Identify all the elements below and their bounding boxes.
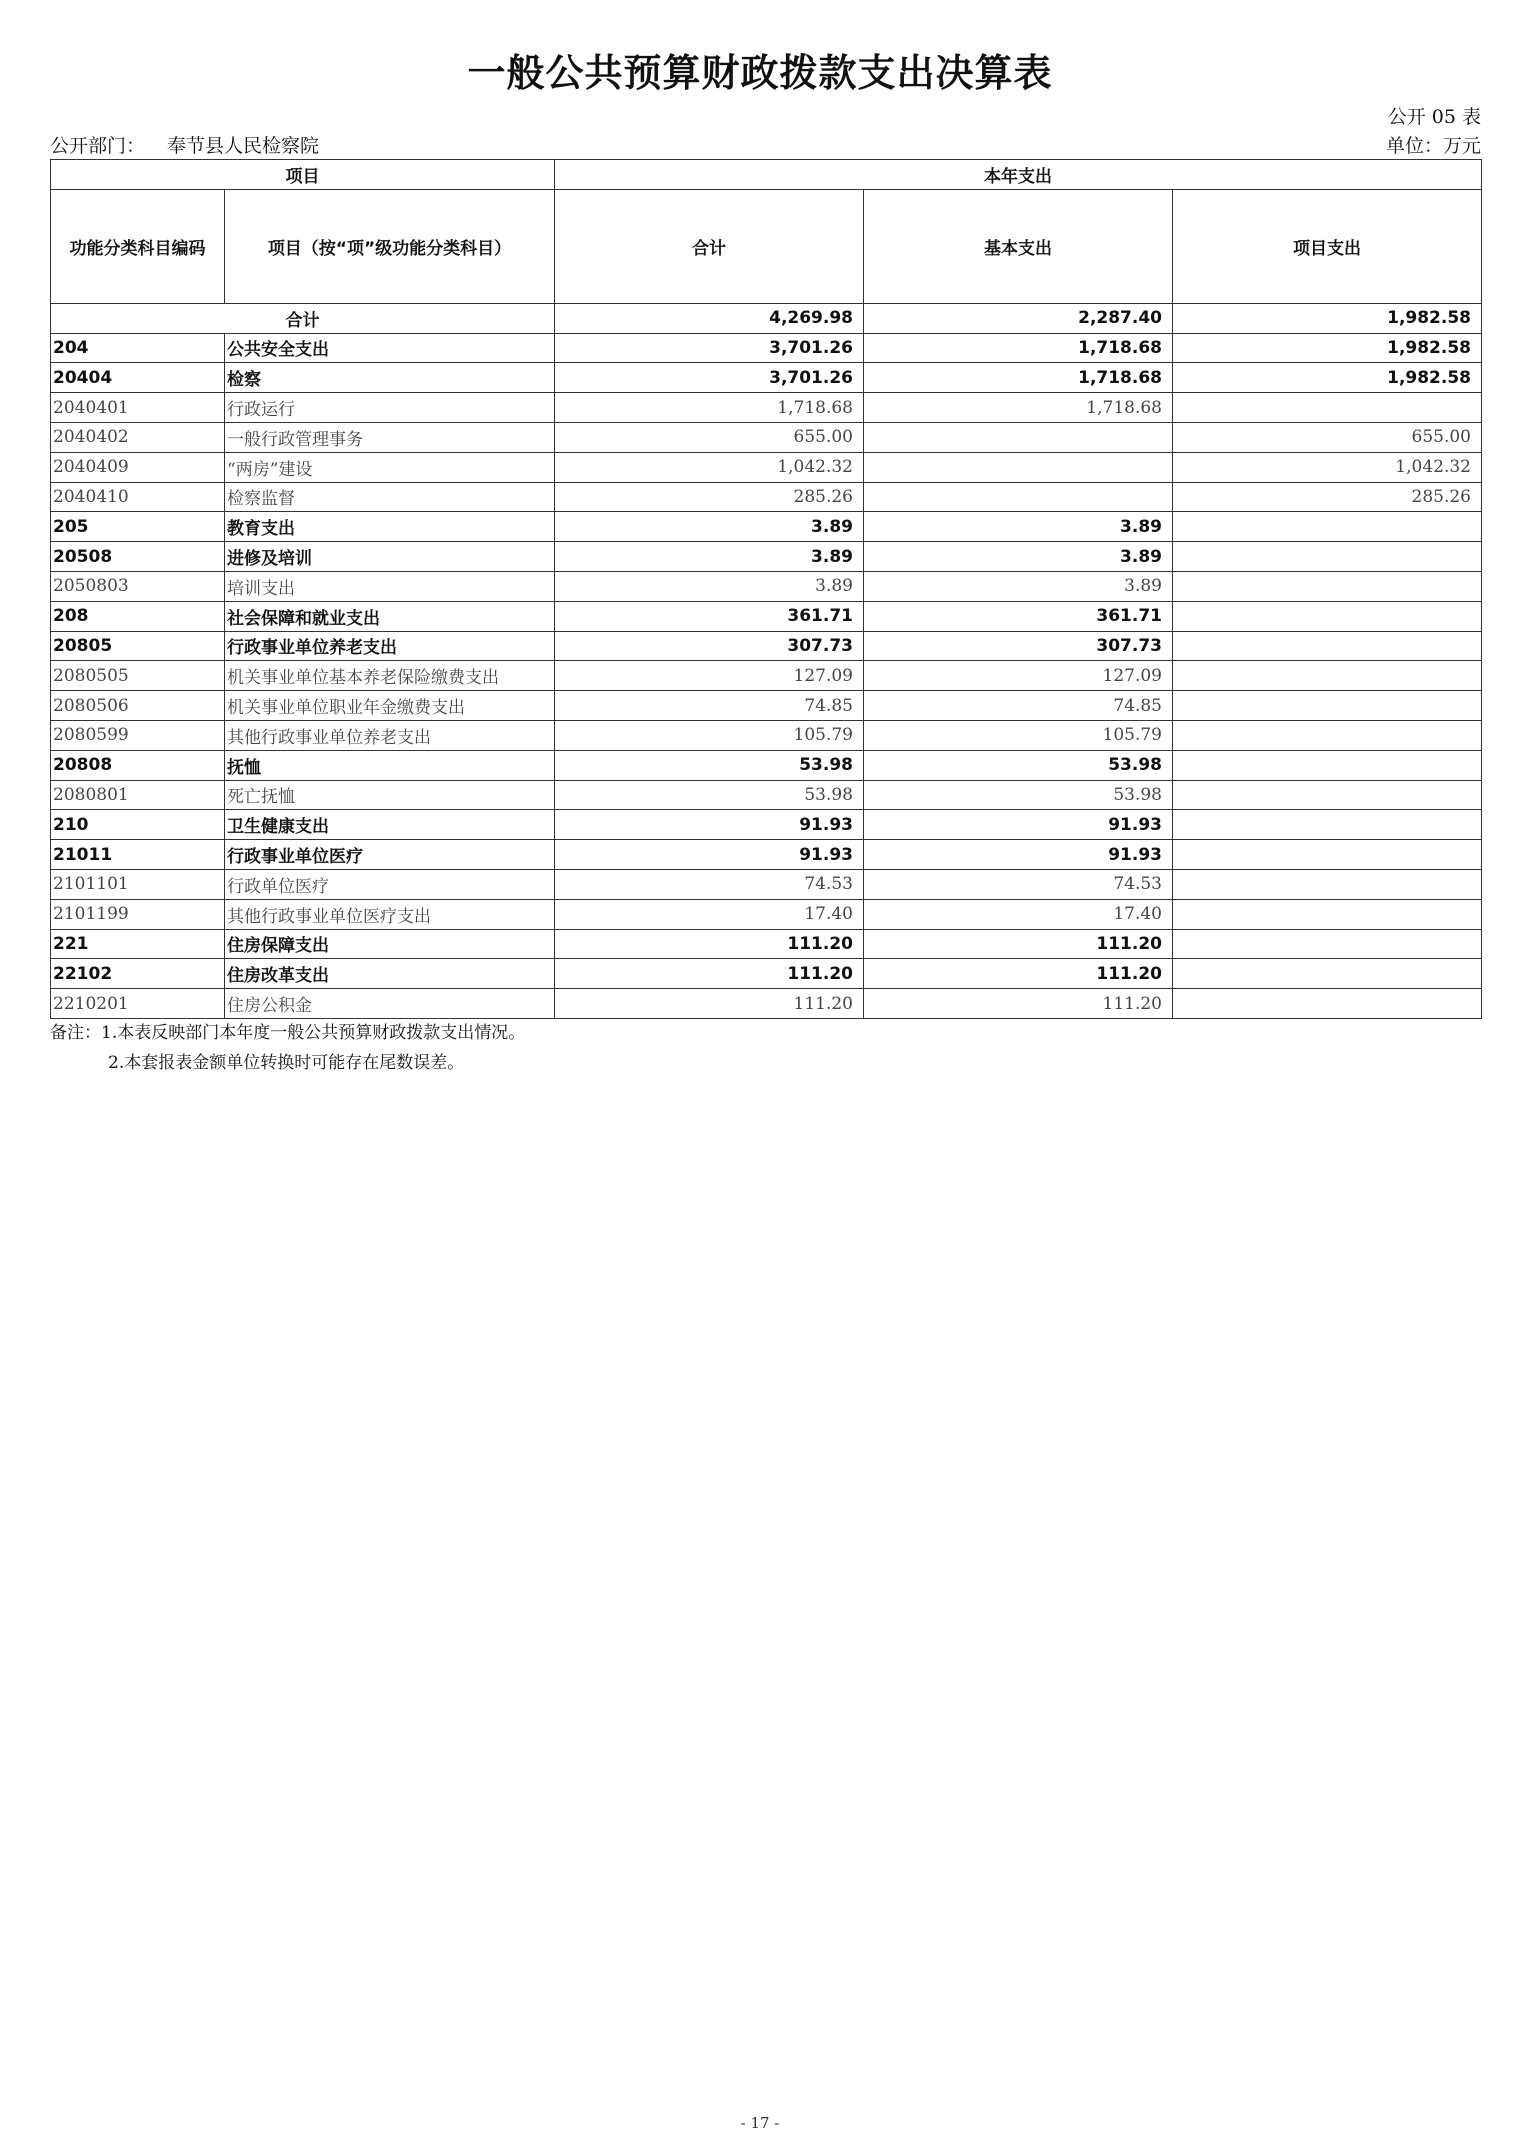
row-project bbox=[1173, 542, 1482, 572]
row-basic: 3.89 bbox=[864, 542, 1173, 572]
table-row bbox=[51, 422, 1482, 452]
table-row bbox=[51, 571, 1482, 601]
header-code: 功能分类科目编码 bbox=[51, 189, 225, 303]
table-row bbox=[51, 899, 1482, 929]
row-total: 91.93 bbox=[555, 810, 864, 840]
row-basic: 361.71 bbox=[864, 601, 1173, 631]
row-name: “两房”建设 bbox=[225, 452, 555, 482]
row-code: 21011 bbox=[51, 840, 225, 870]
row-basic: 127.09 bbox=[864, 661, 1173, 691]
row-project bbox=[1173, 959, 1482, 989]
row-project bbox=[1173, 929, 1482, 959]
row-project: 1,042.32 bbox=[1173, 452, 1482, 482]
row-total: 91.93 bbox=[555, 840, 864, 870]
table-row bbox=[51, 720, 1482, 750]
row-name: 卫生健康支出 bbox=[225, 810, 555, 840]
row-code: 221 bbox=[51, 929, 225, 959]
row-code: 204 bbox=[51, 333, 225, 363]
row-total: 1,042.32 bbox=[555, 452, 864, 482]
table-row bbox=[51, 959, 1482, 989]
row-project bbox=[1173, 512, 1482, 542]
row-code: 2210201 bbox=[51, 989, 225, 1019]
header-item: 项目 bbox=[51, 160, 555, 190]
row-code: 2101199 bbox=[51, 899, 225, 929]
row-total: 111.20 bbox=[555, 989, 864, 1019]
table-row bbox=[51, 452, 1482, 482]
row-name: 行政事业单位医疗 bbox=[225, 840, 555, 870]
row-name: 机关事业单位职业年金缴费支出 bbox=[225, 691, 555, 721]
row-total: 307.73 bbox=[555, 631, 864, 661]
row-code: 210 bbox=[51, 810, 225, 840]
table-row bbox=[51, 363, 1482, 393]
row-code: 205 bbox=[51, 512, 225, 542]
table-row bbox=[51, 631, 1482, 661]
row-basic: 53.98 bbox=[864, 750, 1173, 780]
department-line bbox=[50, 131, 1481, 155]
note-2: 2.本套报表金额单位转换时可能存在尾数误差。 bbox=[108, 1053, 465, 1073]
row-total: 105.79 bbox=[555, 720, 864, 750]
row-total: 285.26 bbox=[555, 482, 864, 512]
row-name: 教育支出 bbox=[225, 512, 555, 542]
header-name: 项目（按“项”级功能分类科目） bbox=[225, 189, 555, 303]
row-project: 1,982.58 bbox=[1173, 333, 1482, 363]
row-code: 2040409 bbox=[51, 452, 225, 482]
row-basic bbox=[864, 482, 1173, 512]
row-name: 住房公积金 bbox=[225, 989, 555, 1019]
row-code: 2080599 bbox=[51, 720, 225, 750]
header-total: 合计 bbox=[555, 189, 864, 303]
row-basic: 1,718.68 bbox=[864, 393, 1173, 423]
row-name: 行政单位医疗 bbox=[225, 869, 555, 899]
row-total: 53.98 bbox=[555, 750, 864, 780]
table-row bbox=[51, 750, 1482, 780]
row-project bbox=[1173, 899, 1482, 929]
row-basic: 111.20 bbox=[864, 959, 1173, 989]
row-basic: 1,718.68 bbox=[864, 363, 1173, 393]
row-name: 死亡抚恤 bbox=[225, 780, 555, 810]
table-row bbox=[51, 512, 1482, 542]
row-code: 22102 bbox=[51, 959, 225, 989]
row-basic: 307.73 bbox=[864, 631, 1173, 661]
department-info bbox=[50, 131, 319, 158]
row-code: 20508 bbox=[51, 542, 225, 572]
unit-label: 单位：万元 bbox=[1385, 135, 1481, 157]
row-name: 其他行政事业单位养老支出 bbox=[225, 720, 555, 750]
row-project bbox=[1173, 393, 1482, 423]
row-basic: 105.79 bbox=[864, 720, 1173, 750]
row-name: 行政事业单位养老支出 bbox=[225, 631, 555, 661]
row-project bbox=[1173, 869, 1482, 899]
row-total: 111.20 bbox=[555, 929, 864, 959]
row-project: 285.26 bbox=[1173, 482, 1482, 512]
table-row bbox=[51, 840, 1482, 870]
table-row bbox=[51, 333, 1482, 363]
table-row bbox=[51, 393, 1482, 423]
row-basic: 3.89 bbox=[864, 512, 1173, 542]
row-total: 111.20 bbox=[555, 959, 864, 989]
table-row bbox=[51, 661, 1482, 691]
row-name: 社会保障和就业支出 bbox=[225, 601, 555, 631]
row-basic: 17.40 bbox=[864, 899, 1173, 929]
row-total: 3.89 bbox=[555, 512, 864, 542]
table-row bbox=[51, 810, 1482, 840]
table-body bbox=[51, 303, 1482, 1018]
row-basic: 74.53 bbox=[864, 869, 1173, 899]
row-basic: 111.20 bbox=[864, 929, 1173, 959]
table-row bbox=[51, 989, 1482, 1019]
row-total: 1,718.68 bbox=[555, 393, 864, 423]
row-code: 20404 bbox=[51, 363, 225, 393]
form-number: 公开 05 表 bbox=[1387, 106, 1481, 128]
expenditure-table bbox=[50, 159, 1482, 1019]
row-code: 20805 bbox=[51, 631, 225, 661]
row-total: 3.89 bbox=[555, 542, 864, 572]
row-basic bbox=[864, 422, 1173, 452]
header-basic: 基本支出 bbox=[864, 189, 1173, 303]
row-name: 住房改革支出 bbox=[225, 959, 555, 989]
row-total: 3.89 bbox=[555, 571, 864, 601]
page-number: - 17 - bbox=[740, 2114, 780, 2132]
row-project bbox=[1173, 691, 1482, 721]
table-header bbox=[51, 160, 1482, 304]
row-name: 检察监督 bbox=[225, 482, 555, 512]
row-name: 抚恤 bbox=[225, 750, 555, 780]
row-basic: 53.98 bbox=[864, 780, 1173, 810]
row-total: 17.40 bbox=[555, 899, 864, 929]
header-current-year: 本年支出 bbox=[555, 160, 1482, 190]
row-name: 检察 bbox=[225, 363, 555, 393]
row-name: 机关事业单位基本养老保险缴费支出 bbox=[225, 661, 555, 691]
row-name: 公共安全支出 bbox=[225, 333, 555, 363]
row-name: 一般行政管理事务 bbox=[225, 422, 555, 452]
row-total: 127.09 bbox=[555, 661, 864, 691]
row-name: 进修及培训 bbox=[225, 542, 555, 572]
row-code: 2040402 bbox=[51, 422, 225, 452]
row-total: 74.85 bbox=[555, 691, 864, 721]
row-basic bbox=[864, 452, 1173, 482]
row-name: 培训支出 bbox=[225, 571, 555, 601]
row-basic: 91.93 bbox=[864, 840, 1173, 870]
row-project bbox=[1173, 780, 1482, 810]
row-total: 655.00 bbox=[555, 422, 864, 452]
row-project bbox=[1173, 840, 1482, 870]
row-total: 3,701.26 bbox=[555, 333, 864, 363]
row-code: 2040410 bbox=[51, 482, 225, 512]
table-row bbox=[51, 691, 1482, 721]
row-name: 住房保障支出 bbox=[225, 929, 555, 959]
row-total: 74.53 bbox=[555, 869, 864, 899]
department-label: 公开部门： bbox=[50, 135, 146, 157]
row-code: 2101101 bbox=[51, 869, 225, 899]
page-title: 一般公共预算财政拨款支出决算表 bbox=[467, 51, 1053, 95]
row-project bbox=[1173, 601, 1482, 631]
row-project bbox=[1173, 989, 1482, 1019]
row-project bbox=[1173, 631, 1482, 661]
row-project bbox=[1173, 571, 1482, 601]
row-basic: 3.89 bbox=[864, 571, 1173, 601]
notes bbox=[50, 1018, 525, 1078]
row-basic: 91.93 bbox=[864, 810, 1173, 840]
row-code: 208 bbox=[51, 601, 225, 631]
row-total: 3,701.26 bbox=[555, 363, 864, 393]
table-row bbox=[51, 869, 1482, 899]
row-code: 20808 bbox=[51, 750, 225, 780]
total-basic: 2,287.40 bbox=[864, 303, 1173, 333]
table-row bbox=[51, 482, 1482, 512]
table-row bbox=[51, 601, 1482, 631]
table-row bbox=[51, 929, 1482, 959]
row-total: 361.71 bbox=[555, 601, 864, 631]
row-total: 53.98 bbox=[555, 780, 864, 810]
row-basic: 74.85 bbox=[864, 691, 1173, 721]
department-name: 奉节县人民检察院 bbox=[167, 135, 320, 157]
row-code: 2040401 bbox=[51, 393, 225, 423]
total-row bbox=[51, 303, 1482, 333]
total-label: 合计 bbox=[51, 303, 555, 333]
row-basic: 111.20 bbox=[864, 989, 1173, 1019]
row-project bbox=[1173, 720, 1482, 750]
row-name: 其他行政事业单位医疗支出 bbox=[225, 899, 555, 929]
row-code: 2080506 bbox=[51, 691, 225, 721]
header-project: 项目支出 bbox=[1173, 189, 1482, 303]
row-basic: 1,718.68 bbox=[864, 333, 1173, 363]
total-amount: 4,269.98 bbox=[555, 303, 864, 333]
row-code: 2080505 bbox=[51, 661, 225, 691]
row-name: 行政运行 bbox=[225, 393, 555, 423]
row-code: 2080801 bbox=[51, 780, 225, 810]
row-code: 2050803 bbox=[51, 571, 225, 601]
row-project: 1,982.58 bbox=[1173, 363, 1482, 393]
total-project: 1,982.58 bbox=[1173, 303, 1482, 333]
row-project bbox=[1173, 661, 1482, 691]
table-row bbox=[51, 780, 1482, 810]
row-project bbox=[1173, 810, 1482, 840]
row-project: 655.00 bbox=[1173, 422, 1482, 452]
note-1: 备注：1.本表反映部门本年度一般公共预算财政拨款支出情况。 bbox=[50, 1023, 526, 1043]
table-row bbox=[51, 542, 1482, 572]
row-project bbox=[1173, 750, 1482, 780]
